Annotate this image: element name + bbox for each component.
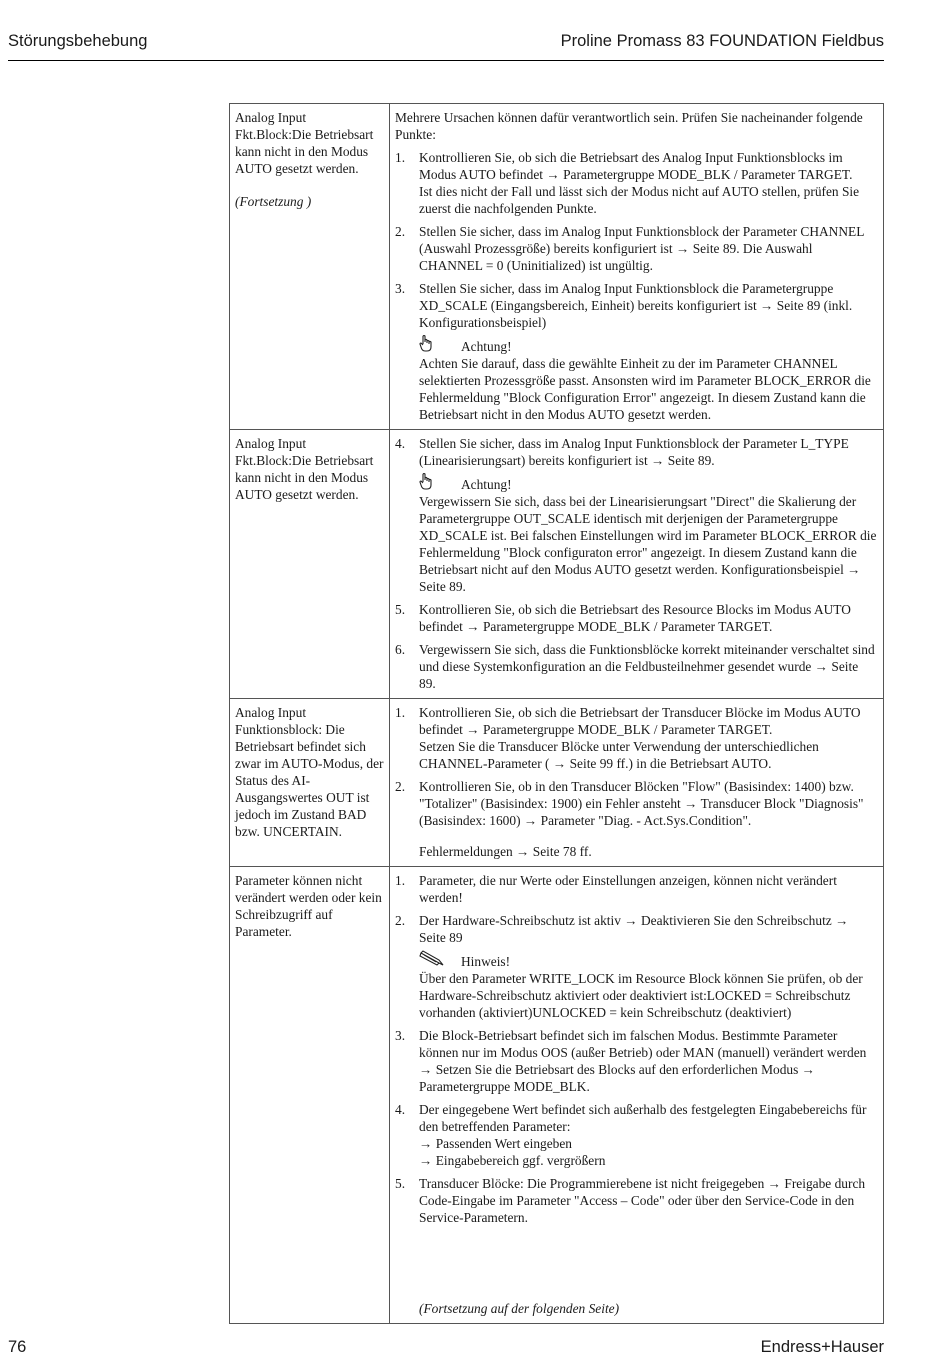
remedy-intro: Mehrere Ursachen können dafür verantwortlich sein. Prüfen Sie nacheinander folgende Punkte: [395,110,863,142]
section-title: Störungsbehebung [8,32,148,50]
remedy-cell [390,104,884,430]
step-text: Der eingegebene Wert befindet sich außerhalb des festgelegten Eingabebereichs für den betreffenden Parameter: [419,1102,867,1134]
step-number: 2. [395,224,406,239]
cause-text: Parameter können nicht verändert werden oder kein Schreibzugriff auf Parameter. [235,873,382,939]
remedy-steps [395,149,878,423]
step-text: Stellen Sie sicher, dass im Analog Input Funktionsblock die Parametergruppe XD_SCALE (Eingangsbereich, Einheit) bereits konfiguriert ist → Seite 89 (inkl. Konfigurationsbeispiel) [419,281,853,330]
remedy-steps [395,872,878,1226]
step-number: 2. [395,913,406,928]
step-text: Die Block-Betriebsart befindet sich im falschen Modus. Bestimmte Parameter können nur im Modus OOS (außer Betrieb) oder MAN (manuell) verändert werden [419,1028,867,1060]
step-text: Vergewissern Sie sich, dass die Funktionsblöcke korrekt miteinander verschaltet sind und diese Systemkonfiguration an die Feldbusteilnehmer gesendet wurde → Seite 89. [419,642,875,691]
step-extra: Setzen Sie die Transducer Blöcke unter Verwendung der unterschiedlichen CHANNEL-Parameter ( → Seite 99 ff.) in die Betriebsart AUTO. [419,739,819,771]
step-text: Transducer Blöcke: Die Programmierebene ist nicht freigegeben → Freigabe durch Code-Eingabe im Parameter "Access – Code" oder über den Service-Code in den Service-Parametern. [419,1176,866,1225]
warning-note [419,337,878,423]
list-item [395,1175,878,1226]
table-row [230,867,884,1324]
cause-cell [230,867,390,1324]
list-item [395,223,878,274]
cause-text: Analog Input Fkt.Block:Die Betriebsart kann nicht in den Modus AUTO gesetzt werden. [235,110,374,176]
list-item [395,912,878,1021]
step-number: 5. [395,602,406,617]
warning-note [419,475,878,595]
step-number: 4. [395,436,406,451]
table-row [230,104,884,430]
list-item [395,778,878,860]
step-text: Parameter, die nur Werte oder Einstellungen anzeigen, können nicht verändert werden! [419,873,837,905]
continuation-note: (Fortsetzung auf der folgenden Seite) [419,1301,620,1316]
step-text: Kontrollieren Sie, ob sich die Betriebsart des Analog Input Funktionsblocks im Modus AUTO befindet → Parametergruppe MODE_BLK / Parameter TARGET. [419,150,853,182]
step-text: Kontrollieren Sie, ob sich die Betriebsart des Resource Blocks im Modus AUTO befindet → Parametergruppe MODE_BLK / Parameter TARGET. [419,602,851,634]
step-extra: Ist dies nicht der Fall und lässt sich der Modus nicht auf AUTO stellen, prüfen Sie zuerst die nachfolgenden Punkte. [419,184,860,216]
list-item [395,1101,878,1169]
step-number: 1. [395,150,406,165]
note-text: Achten Sie darauf, dass die gewählte Einheit zu der im Parameter CHANNEL selektierten Prozessgröße passt. Ansonsten wird im Parameter BLOCK_ERROR die Fehlermeldung "Block Configuration Error" angezeigt. In diesem Zustand kann die Betriebsart nicht in den Modus AUTO gesetzt werden. [419,356,871,422]
note-text: Vergewissern Sie sich, dass bei der Linearisierungsart "Direct" die Skalierung der Parametergruppe OUT_SCALE identisch mit derjenigen der Parametergruppe XD_SCALE ist. Bei falschen Einstellungen wird im Parameter BLOCK_ERROR die Fehlermeldung "Block configuraton error" angezeigt. In diesem Zustand kann die Betriebsart nicht auf den Modus AUTO gesetzt werden. Konfigurationsbeispiel → Seite 89. [419,494,877,594]
hand-pointer-icon [419,335,461,357]
page-number: 76 [8,1338,27,1356]
step-text: Kontrollieren Sie, ob in den Transducer Blöcken "Flow" (Basisindex: 1400) bzw. "Totalizer" (Basisindex: 1900) ein Fehler ansteht → Transducer Block "Diagnosis" (Basisindex: 1600) → Parameter "Diag. - Act.Sys.Condition". [419,779,864,828]
step-number: 5. [395,1176,406,1191]
step-number: 6. [395,642,406,657]
note-title: Hinweis! [461,953,511,969]
troubleshooting-table [229,103,884,1324]
cause-cell [230,104,390,430]
cause-text: Analog Input Fkt.Block:Die Betriebsart kann nicht in den Modus AUTO gesetzt werden. [235,436,374,502]
remedy-steps [395,435,878,692]
note-title: Achtung! [461,338,512,354]
step-number: 1. [395,873,406,888]
pencil-icon [419,950,461,972]
cause-cell [230,430,390,699]
step-text: Stellen Sie sicher, dass im Analog Input Funktionsblock der Parameter L_TYPE (Linearisierungsart) bereits konfiguriert ist → Seite 89. [419,436,849,468]
step-number: 2. [395,779,406,794]
remedy-cell [390,430,884,699]
remedy-cell [390,699,884,867]
step-text: Stellen Sie sicher, dass im Analog Input Funktionsblock der Parameter CHANNEL (Auswahl Prozessgröße) bereits konfiguriert ist → Seite 89. Die Auswahl CHANNEL = 0 (Uninitialized) ist ungültig. [419,224,864,273]
step-extra: → Setzen Sie die Betriebsart des Blocks auf den erforderlichen Modus → Parametergruppe MODE_BLK. [419,1062,816,1094]
step-number: 3. [395,281,406,296]
cause-text: Analog Input Funktionsblock: Die Betriebsart befindet sich zwar im AUTO-Modus, der Status des AI-Ausgangswertes OUT ist jedoch im Zustand BAD bzw. UNCERTAIN. [235,705,384,839]
list-item [395,149,878,217]
document-title: Proline Promass 83 FOUNDATION Fieldbus [560,32,884,50]
list-item [395,280,878,423]
note-title: Achtung! [461,476,512,492]
list-item [395,872,878,906]
error-messages-ref: Fehlermeldungen → Seite 78 ff. [419,844,592,859]
page-header [8,30,884,61]
list-item [395,704,878,772]
step-extra: → Passenden Wert eingeben [419,1136,572,1151]
cause-cell [230,699,390,867]
remedy-steps [395,704,878,860]
remedy-cell [390,867,884,1324]
step-text: Der Hardware-Schreibschutz ist aktiv → Deaktivieren Sie den Schreibschutz → Seite 89 [419,913,849,945]
step-number: 1. [395,705,406,720]
list-item [395,641,878,692]
list-item [395,1027,878,1095]
continuation-note: (Fortsetzung ) [235,194,312,209]
table-row [230,699,884,867]
brand-name: Endress+Hauser [760,1338,884,1356]
list-item [395,435,878,595]
step-text: Kontrollieren Sie, ob sich die Betriebsart der Transducer Blöcke im Modus AUTO befindet → Parametergruppe MODE_BLK / Parameter TARGET. [419,705,861,737]
table-row [230,430,884,699]
note-text: Über den Parameter WRITE_LOCK im Resource Block können Sie prüfen, ob der Hardware-Schreibschutz aktiviert oder deaktiviert ist:LOCKED = Schreibschutz vorhanden (aktiviert)UNLOCKED = kein Schreibschutz (deaktiviert) [419,971,863,1020]
step-extra-2: → Eingabebereich ggf. vergrößern [419,1153,606,1168]
hand-pointer-icon [419,473,461,495]
step-number: 4. [395,1102,406,1117]
hint-note [419,952,878,1021]
step-number: 3. [395,1028,406,1043]
list-item [395,601,878,635]
